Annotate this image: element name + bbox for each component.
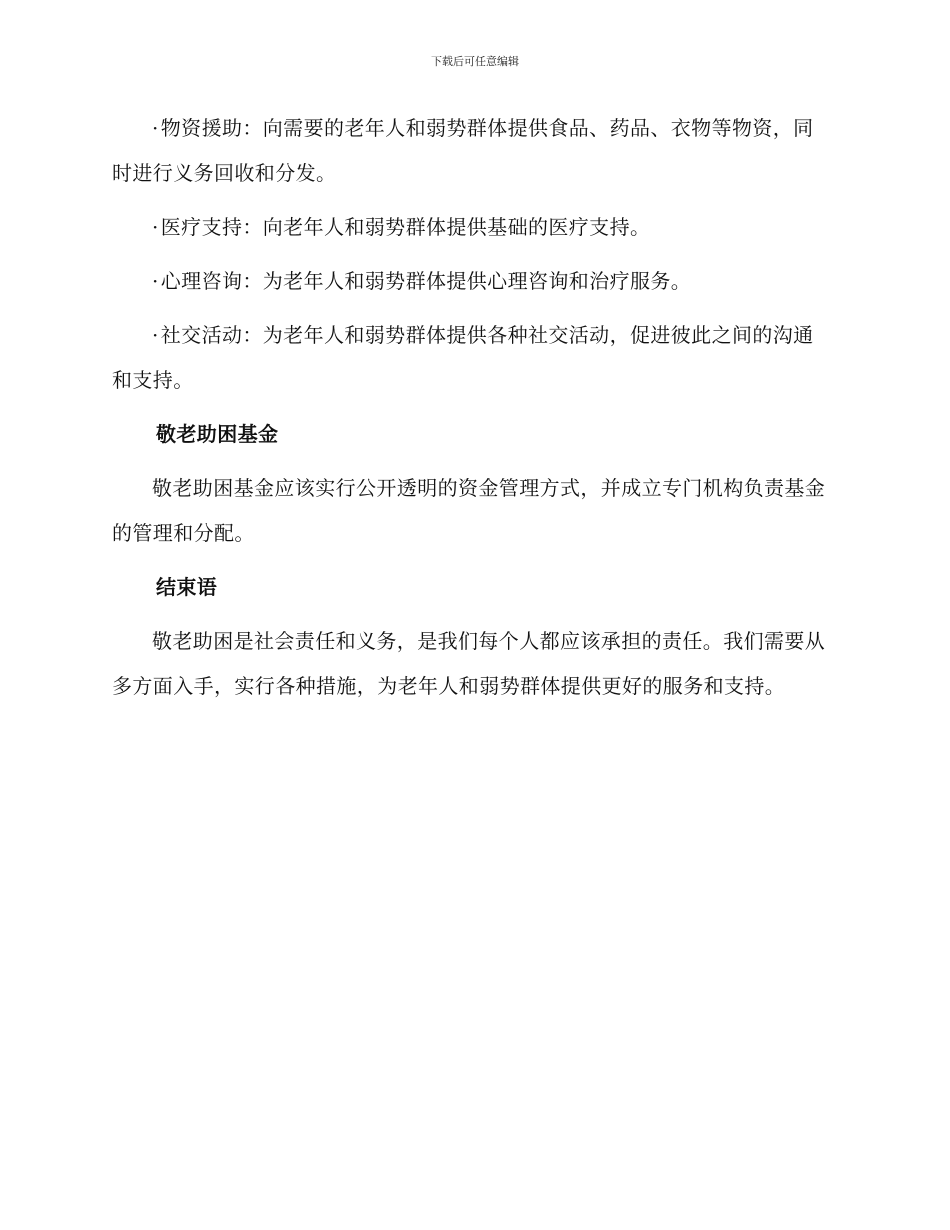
section-heading-fund: 敬老助困基金 [156, 422, 279, 446]
bullet-item-medical [112, 205, 832, 250]
bullet-mark: · [152, 215, 159, 239]
bullet-mark: · [152, 116, 159, 140]
bullet-text: 物资援助：向需要的老年人和弱势群体提供食品、药品、衣物等物资，同时进行义务回收和分发。 [112, 116, 814, 185]
conclusion-paragraph: 敬老助困是社会责任和义务，是我们每个人都应该承担的责任。我们需要从多方面入手，实行各种措施，为老年人和弱势群体提供更好的服务和支持。 [112, 629, 826, 698]
bullet-item-counseling [112, 259, 832, 304]
page-header: 下载后可任意编辑 [431, 55, 519, 68]
bullet-text: 心理咨询：为老年人和弱势群体提供心理咨询和治疗服务。 [160, 269, 692, 293]
bullet-mark: · [152, 323, 159, 347]
bullet-item-supplies [112, 106, 832, 196]
bullet-item-social [112, 313, 832, 403]
bullet-text: 医疗支持：向老年人和弱势群体提供基础的医疗支持。 [160, 215, 651, 239]
fund-paragraph: 敬老助困基金应该实行公开透明的资金管理方式，并成立专门机构负责基金的管理和分配。 [112, 476, 826, 545]
bullet-mark: · [152, 269, 159, 293]
document-body [112, 106, 832, 709]
section-heading-conclusion: 结束语 [156, 575, 218, 599]
bullet-text: 社交活动：为老年人和弱势群体提供各种社交活动，促进彼此之间的沟通和支持。 [112, 323, 814, 392]
